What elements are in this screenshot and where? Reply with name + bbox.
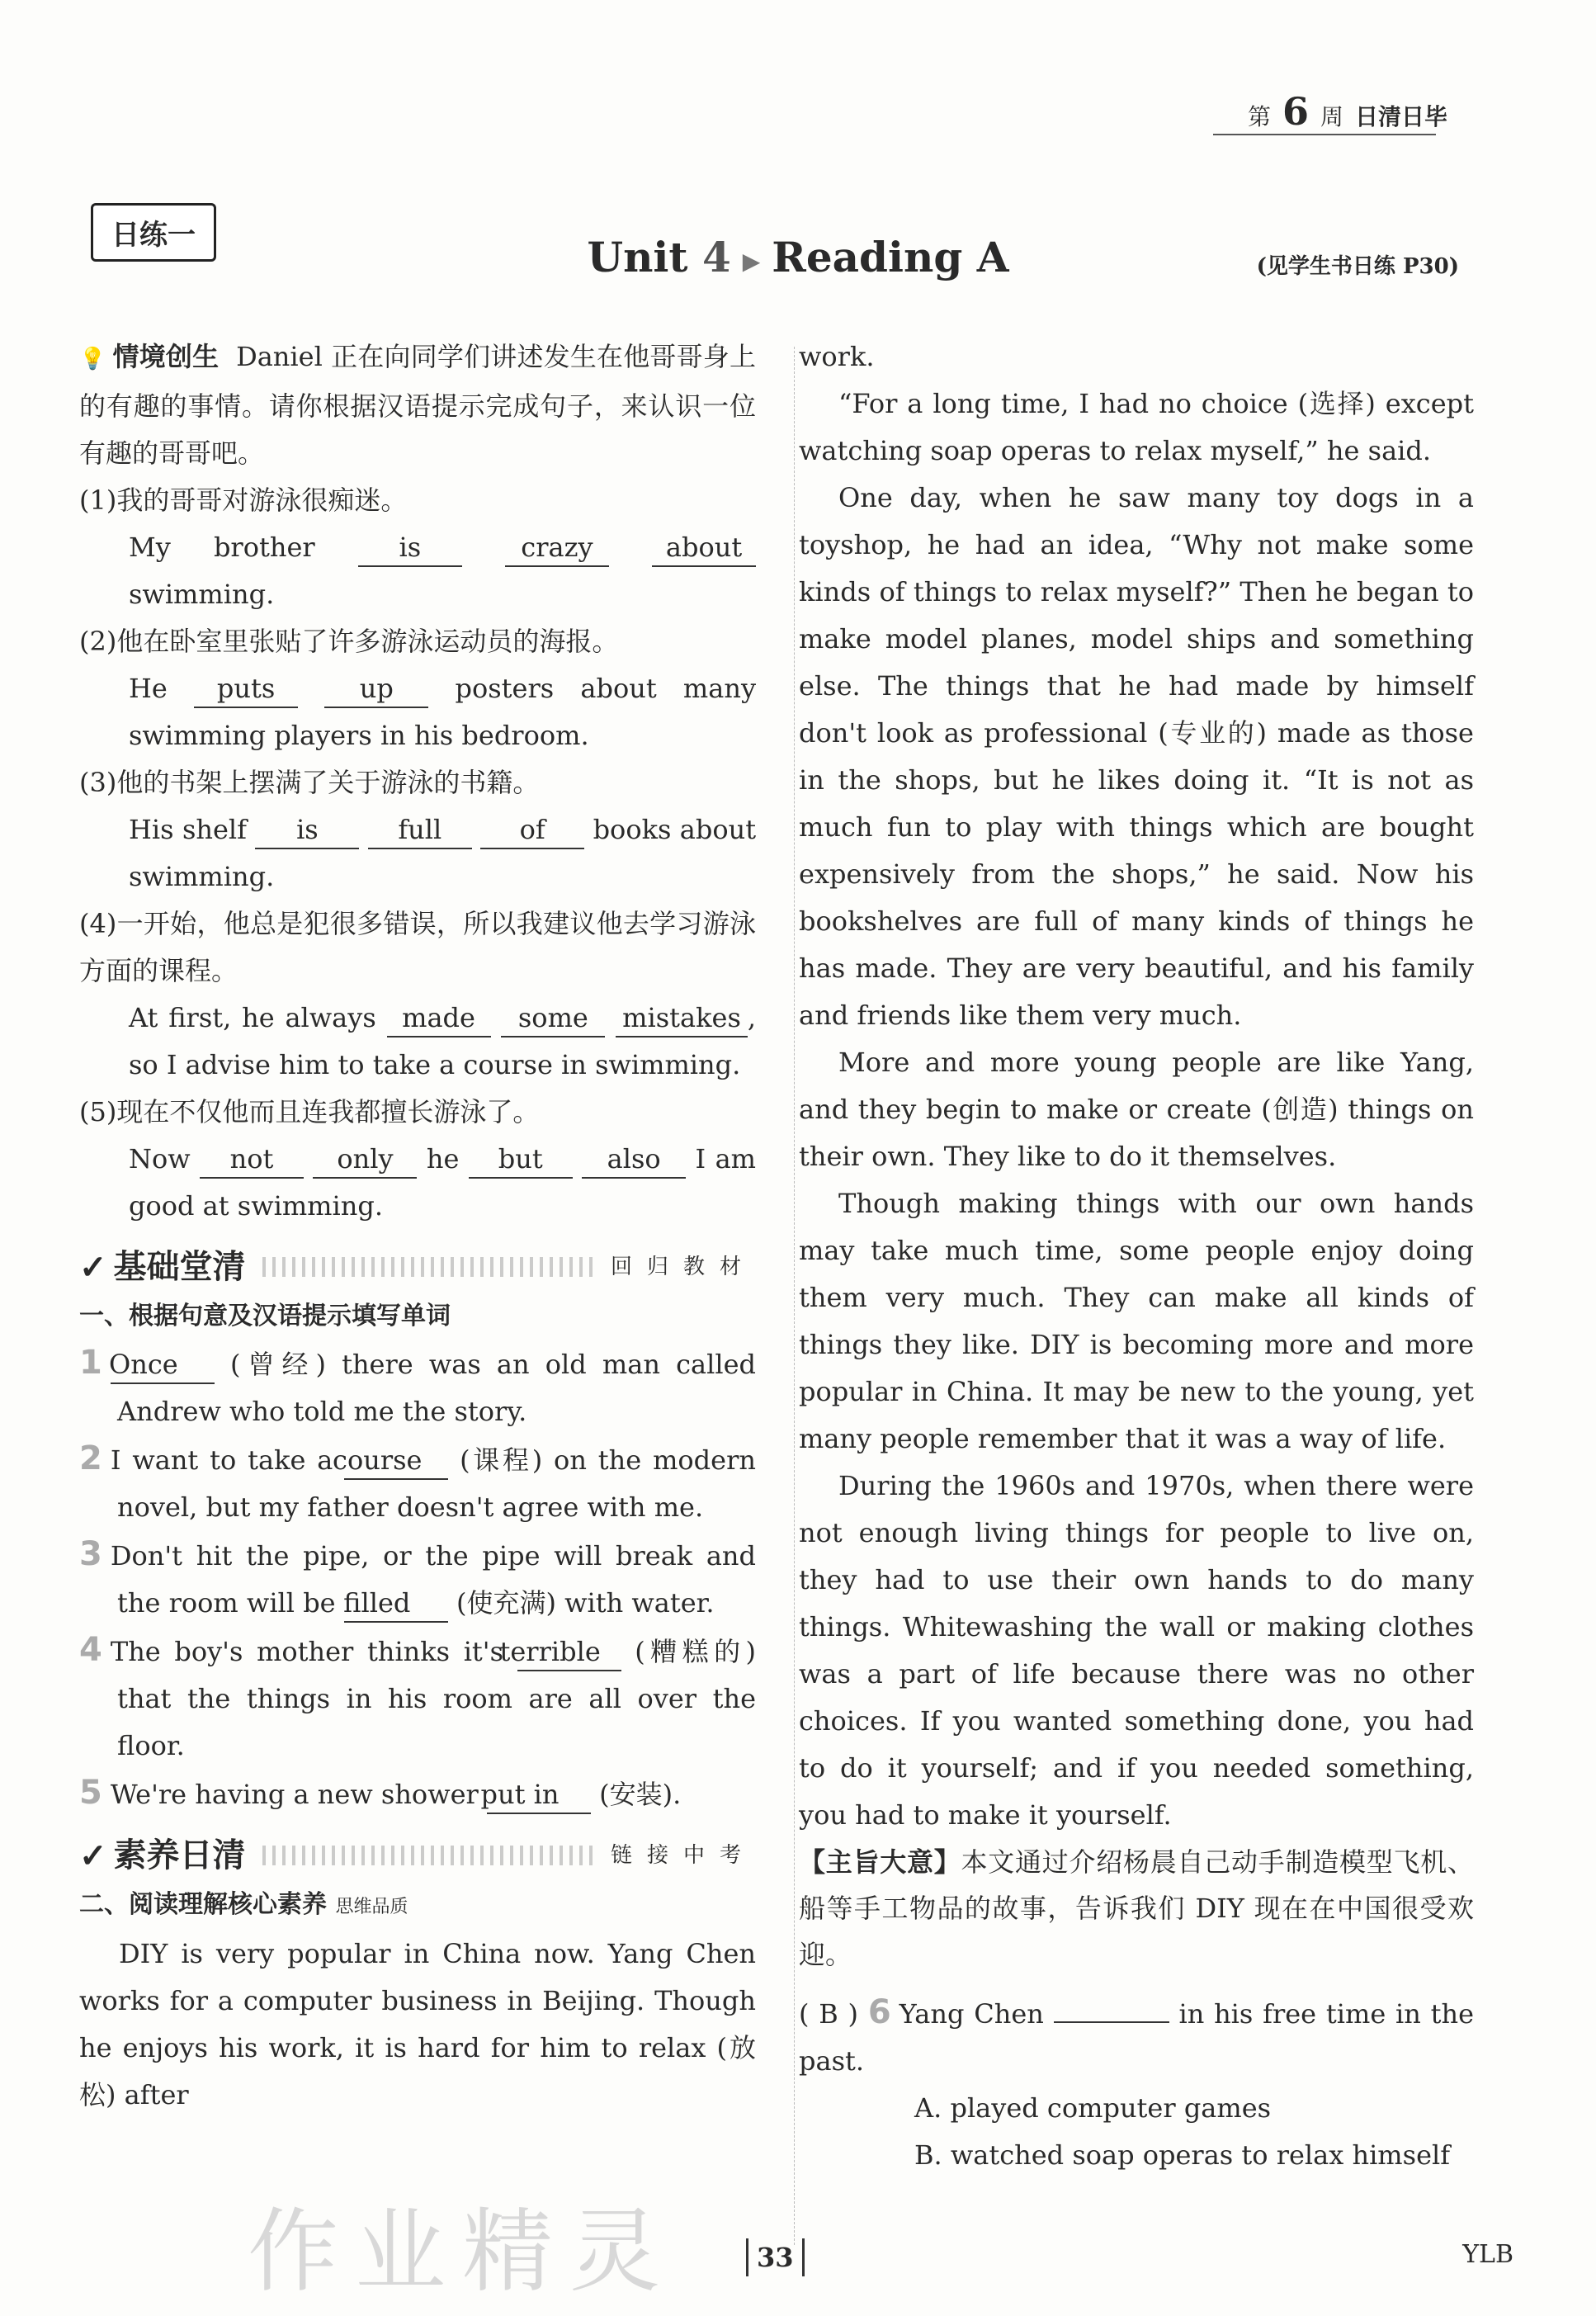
answer-blank: puts [194, 670, 298, 708]
item-en [79, 665, 756, 759]
section-heading: 一、根据句意及汉语提示填写单词 [79, 1302, 451, 1331]
reading-paragraph: DIY is very popular in China now. Yang Chen works for a computer business in Beijing. Though he enjoys his work, it is hard for him to relax (放松) after [79, 1938, 756, 2110]
fill-text: The boy's mother thinks it's [110, 1636, 503, 1667]
item-5 [79, 1089, 756, 1230]
item-text: He [129, 673, 168, 704]
title-unit: Unit [587, 233, 688, 281]
fill-text: We're having a new shower [110, 1779, 479, 1810]
watermark: 作业精灵 [248, 2199, 677, 2304]
fill-text: Don't hit the pipe, or the pipe will break and the room will be [110, 1540, 756, 1619]
section-tags: 回归教材 [610, 1254, 756, 1279]
reading-paragraph: Though making things with our own hands may take much time, some people enjoy doing them very much. They can make all kinds of things they like. DIY is becoming more and more popular in China. It may be new to the young, yet many people remember that it was a way of life. [799, 1188, 1474, 1454]
reading-paragraph: work. [799, 341, 875, 372]
fill-text: I want to take a [110, 1444, 333, 1476]
item-en [79, 524, 756, 618]
item-en [79, 806, 756, 900]
answer-blank: about [652, 529, 756, 567]
intro-label: 情境创生 [112, 341, 220, 372]
fill-item-2 [79, 1435, 756, 1531]
item-text: , so I advise him to take a course in swimming. [129, 1002, 757, 1080]
item-text: books about swimming. [129, 814, 757, 892]
item-text: At first, he always [129, 1002, 376, 1033]
answer-blank: terrible [517, 1633, 621, 1671]
section-tags: 链接中考 [610, 1842, 756, 1868]
answer-blank: mistakes [616, 1000, 748, 1037]
lightbulb-icon: 💡 [79, 347, 106, 371]
fill-item-3 [79, 1531, 756, 1627]
question-number: 1 [79, 1344, 102, 1382]
answer-blank: filled [344, 1585, 448, 1623]
book-code: YLB [1462, 2240, 1513, 2269]
item-en [79, 995, 756, 1089]
fill-item-4 [79, 1627, 756, 1770]
item-text: His shelf [129, 814, 247, 845]
question-text: Yang Chen [899, 1998, 1044, 2030]
reading-paragraph: During the 1960s and 1970s, when there were not enough living things for people to live on, they had to use their own hands to do many things. Whitewashing the wall or making clothes was a part of life because there was no other choices. If you wanted something done, you had to do it yourself; and if you needed something, you had to make it yourself. [799, 1470, 1474, 1831]
item-2 [79, 618, 756, 759]
section-header-literacy [79, 1830, 756, 1881]
item-text: swimming. [129, 579, 275, 610]
section-subtag: 思维品质 [335, 1897, 408, 1917]
left-column [79, 333, 756, 2119]
title-lesson: Reading A [772, 233, 1009, 281]
answer-blank: made [387, 1000, 491, 1037]
week-tail: 日清日毕 [1354, 103, 1447, 130]
intro-text: Daniel 正在向同学们讲述发生在他哥哥身上的有趣的事情。请你根据汉语提示完成句子，来认识一位有趣的哥哥吧。 [79, 341, 756, 469]
week-suffix: 周 [1320, 103, 1343, 130]
header-rule [1213, 134, 1436, 135]
section-header-basics [79, 1241, 756, 1293]
fill-text: (糟糕的) that the things in his room are all over the floor. [117, 1636, 757, 1761]
question-text: in his free time in the past. [799, 1998, 1475, 2077]
section-bar [262, 1257, 594, 1277]
item-text: I am good at swimming. [129, 1143, 756, 1222]
section-heading-text: 二、阅读理解核心素养 [79, 1890, 327, 1919]
item-3 [79, 759, 756, 900]
question-number: 2 [79, 1439, 102, 1477]
answer-blank: not [200, 1141, 304, 1179]
answer-blank: of [480, 811, 584, 849]
checkmark-icon: ✓ [79, 1247, 107, 1287]
answer-blank: full [368, 811, 472, 849]
fill-item-1 [79, 1340, 756, 1435]
item-cn: (4)一开始，他总是犯很多错误，所以我建议他去学习游泳方面的课程。 [79, 908, 756, 986]
question-6 [799, 1989, 1474, 2179]
fill-text: (课程) on the modern novel, but my father doesn't agree with me. [117, 1444, 757, 1523]
reading-paragraph: “For a long time, I had no choice (选择) except watching soap operas to relax myself,” he said. [799, 388, 1474, 466]
item-text: he [426, 1143, 460, 1175]
section-heading [79, 1881, 756, 1931]
answer-blank: also [582, 1141, 686, 1179]
section-label: 素养日清 [113, 1836, 246, 1874]
title-unit-number: 4 [701, 233, 731, 281]
main-idea-label: 【主旨大意】 [799, 1846, 961, 1878]
checkmark-icon: ✓ [79, 1836, 107, 1875]
answer-blank: up [324, 670, 428, 708]
intro [79, 333, 756, 477]
right-column [799, 333, 1474, 2179]
reading-paragraph: One day, when he saw many toy dogs in a toyshop, he had an idea, “Why not make some kinds of things to relax myself?” Then he began to make model planes, model ships and something else. The things that he had made by himself don't look as professional (专业的) made as those in the shops, but he likes doing it. “It is not as much fun to play with things which are bought expensively from the shops,” he said. Now his bookshelves are full of many kinds of things he has made. They are very beautiful, and his family and friends like them very much. [799, 482, 1474, 1031]
item-text: Now [129, 1143, 191, 1175]
question-answer: ( B ) [799, 1998, 859, 2030]
reference-note: (见学生书日练 P30) [1256, 254, 1459, 279]
reading-paragraph: More and more young people are like Yang, and they begin to make or create (创造) things on their own. They like to do it themselves. [799, 1047, 1474, 1172]
triangle-icon: ▶ [742, 247, 761, 275]
answer-blank: crazy [505, 529, 609, 567]
option-a: A. played computer games [914, 2092, 1272, 2124]
answer-blank: only [313, 1141, 417, 1179]
item-text: posters about many swimming players in his bedroom. [129, 673, 757, 751]
fill-text: (使充满) with water. [456, 1587, 715, 1619]
column-divider [794, 347, 795, 2245]
answer-blank: course [344, 1442, 448, 1480]
question-number: 4 [79, 1631, 102, 1669]
week-indicator [1248, 89, 1447, 134]
week-prefix: 第 [1247, 103, 1271, 130]
fill-item-5 [79, 1770, 756, 1818]
item-4 [79, 900, 756, 1089]
option-b: B. watched soap operas to relax himself [914, 2139, 1451, 2171]
item-cn: (2)他在卧室里张贴了许多游泳运动员的海报。 [79, 626, 619, 657]
week-number: 6 [1282, 89, 1309, 134]
answer-blank: some [501, 1000, 605, 1037]
question-number: 3 [79, 1535, 102, 1573]
question-number: 6 [867, 1993, 891, 2031]
fill-text: (曾经) there was an old man called Andrew who told me the story. [117, 1349, 756, 1427]
item-en [79, 1136, 756, 1230]
answer-blank: is [255, 811, 359, 849]
question-number: 5 [79, 1774, 102, 1812]
answer-blank: is [358, 529, 462, 567]
question-blank [1054, 1992, 1169, 2023]
item-text: My brother [129, 532, 315, 563]
main-idea-text: 本文通过介绍杨晨自己动手制造模型飞机、船等手工物品的故事，告诉我们 DIY 现在在中国很受欢迎。 [799, 1846, 1474, 1970]
answer-blank: put in [487, 1776, 591, 1814]
section-bar [262, 1846, 594, 1865]
item-1 [79, 477, 756, 618]
answer-blank: but [469, 1141, 573, 1179]
item-cn: (1)我的哥哥对游泳很痴迷。 [79, 484, 408, 516]
fill-text: (安装). [599, 1779, 682, 1810]
page-number: 33 [746, 2238, 805, 2276]
daily-practice-tag: 日练一 [91, 203, 216, 262]
question-stem [799, 1989, 1474, 2085]
main-idea [799, 1839, 1474, 1978]
item-cn: (5)现在不仅他而且连我都擅长游泳了。 [79, 1096, 540, 1127]
item-cn: (3)他的书架上摆满了关于游泳的书籍。 [79, 767, 540, 798]
answer-blank: Once [111, 1346, 215, 1384]
section-label: 基础堂清 [113, 1247, 246, 1286]
